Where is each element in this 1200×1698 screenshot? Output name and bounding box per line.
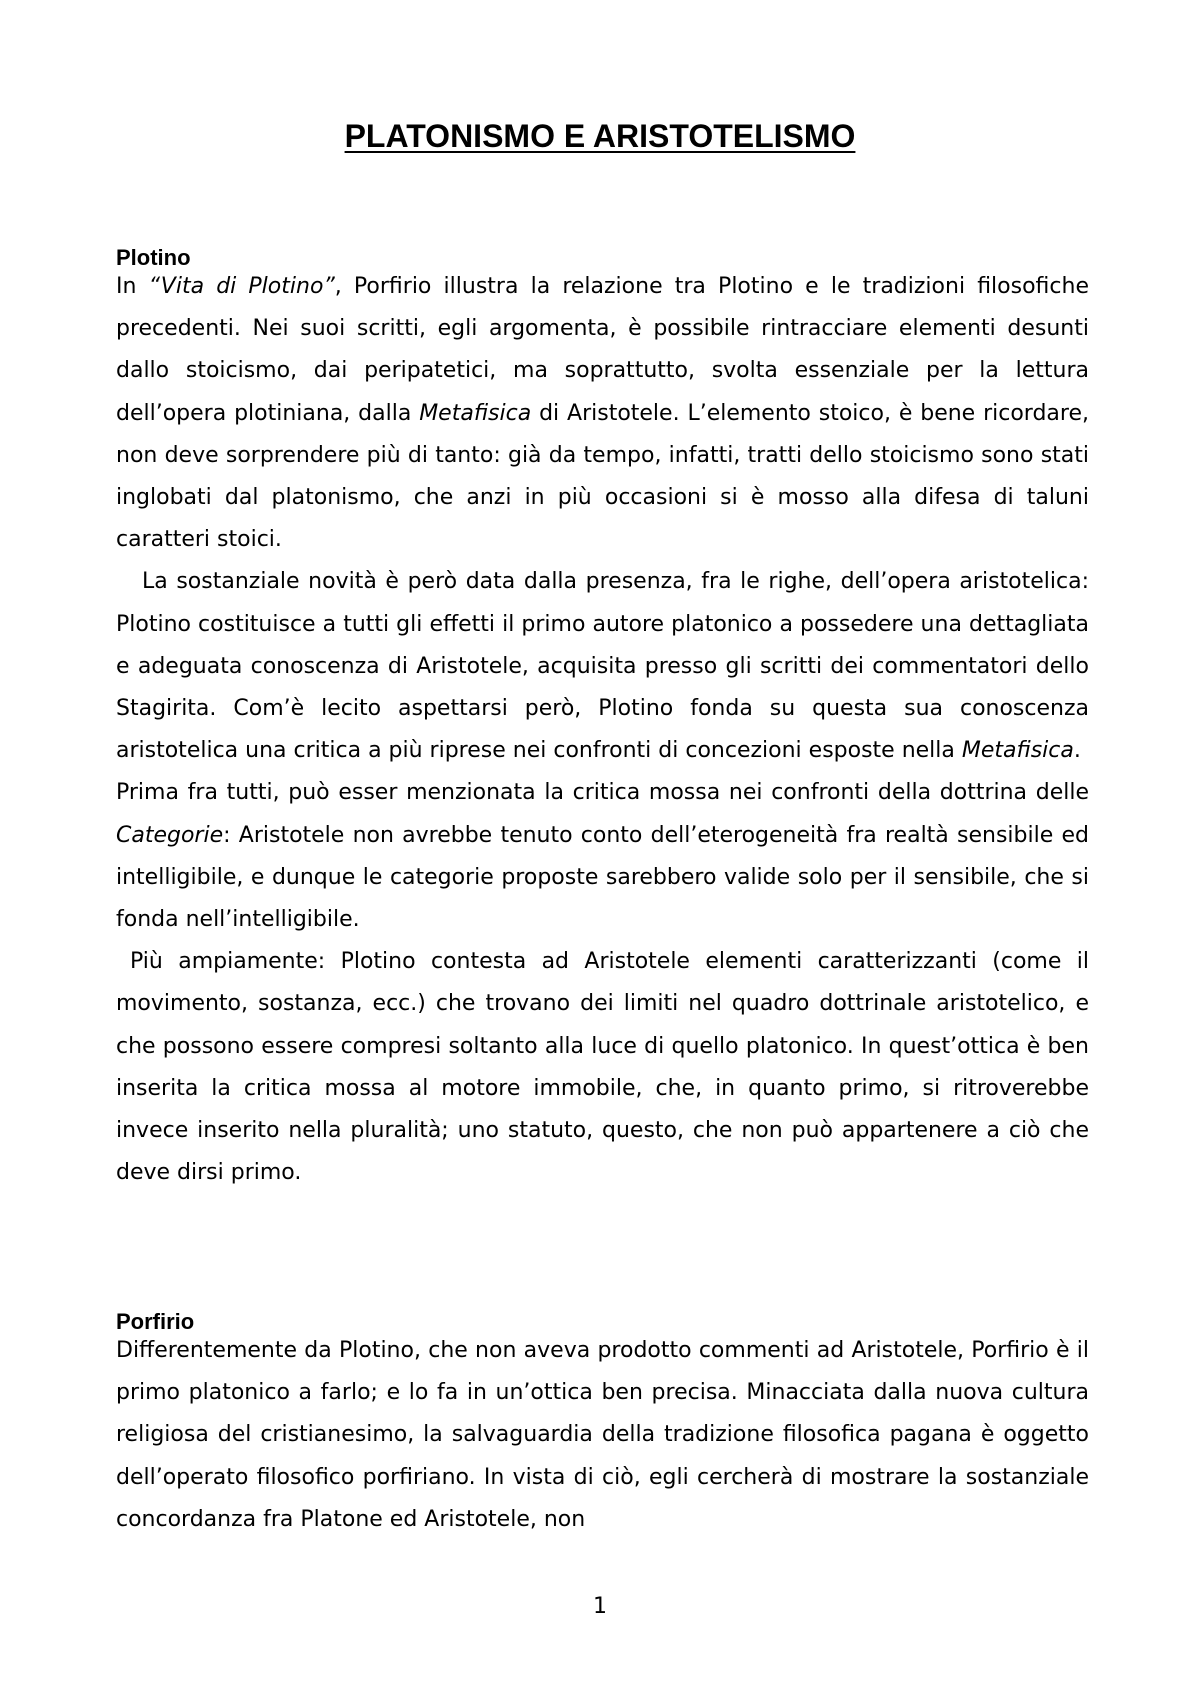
italic-title-metafisica: Metafisica [419,400,532,426]
section-heading-porfirio: Porfirio [116,1309,195,1334]
paragraph-plotino-3 [116,772,1089,941]
section-heading-plotino: Plotino [116,245,191,270]
paragraph-text: Prima fra tutti, può esser menzionata la critica mossa nei confronti della dottrina delle [116,780,1089,806]
paragraph-text: di Aristotele. L’elemento stoico, è bene ricordare, non deve sorprendere più di tanto: già da tempo, infatti, tratti dello stoicismo sono stati inglobati dal platonismo, che anzi in più occasioni si è mosso alla difesa di taluni caratteri stoici. [116,400,1089,553]
paragraph-text: . [1073,738,1081,764]
italic-title-vita-di-plotino: “Vita di Plotino” [148,274,335,299]
section-body-porfirio [116,1330,1089,1541]
paragraph-text: : Aristotele non avrebbe tenuto conto dell’eterogeneità fra realtà sensibile ed intelligibile, e dunque le categorie proposte sarebbero valide solo per il sensibile, che si fonda nell’intelligibile. [116,822,1089,933]
italic-title-metafisica: Metafisica [961,738,1074,764]
paragraph-plotino-2 [116,561,1089,772]
italic-title-categorie: Categorie [116,822,224,848]
paragraph-text: La sostanziale novità è però data dalla presenza, fra le righe, dell’opera aristotelica: Plotino costituisce a tutti gli effetti il primo autore platonico a possedere una dettagliata e adeguata conoscenza di Aristotele, acquisita presso gli scritti dei commentatori dello Stagirita. Com’è lecito aspettarsi però, Plotino fonda su questa sua conoscenza aristotelica una critica a più riprese nei confronti di concezioni esposte nella [116,569,1089,764]
paragraph-text: In [116,274,149,299]
section-body-plotino [116,266,1089,1194]
paragraph-plotino-1 [116,266,1089,561]
page-number: 1 [593,1594,607,1619]
paragraph-plotino-4: Più ampiamente: Plotino contesta ad Aristotele elementi caratterizzanti (come il movimento, sostanza, ecc.) che trovano dei limiti nel quadro dottrinale aristotelico, e che possono essere compresi soltanto alla luce di quello platonico. In quest’ottica è ben inserita la critica mossa al motore immobile, che, in quanto primo, si ritroverebbe invece inserito nella pluralità; uno statuto, questo, che non può appartenere a ciò che deve dirsi primo. [116,949,1089,1186]
document-title: PLATONISMO E ARISTOTELISMO [344,118,856,154]
paragraph-text: , Porfirio illustra la relazione tra Plotino e le tradizioni filosofiche precedenti. Nei suoi scritti, egli argomenta, è possibile rintracciare elementi desunti dallo stoicismo, dai peripatetici, ma soprattutto, svolta essenziale per la lettura dell’opera plotiniana, dalla [116,274,1089,426]
paragraph-porfirio-1: Differentemente da Plotino, che non aveva prodotto commenti ad Aristotele, Porfirio è il primo platonico a farlo; e lo fa in un’ottica ben precisa. Minacciata dalla nuova cultura religiosa del cristianesimo, la salvaguardia della tradizione filosofica pagana è oggetto dell’operato filosofico porfiriano. In vista di ciò, egli cercherà di mostrare la sostanziale concordanza fra Platone ed Aristotele, non [116,1338,1089,1532]
